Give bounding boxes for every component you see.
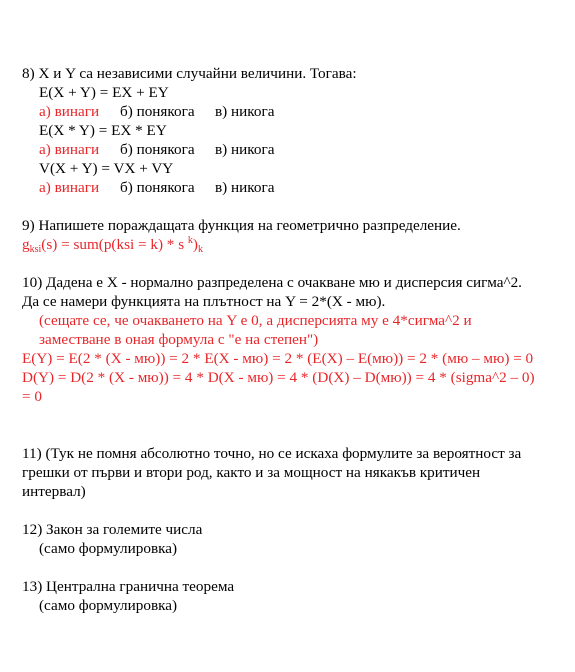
q9-g-sub: ksi (29, 244, 42, 255)
q10-hint-1: (сещате се, че очакването на Y е 0, а дисперсията му е 4*сигма^2 и (39, 312, 472, 329)
q8-options-2 (39, 140, 274, 159)
q10-line-2: Да се намери функцията на плътност на Y = 2*(X - мю). (22, 293, 386, 310)
q13-note: (само формулировка) (39, 597, 178, 614)
q8-formula-3: V(X + Y) = VX + VY (39, 160, 174, 177)
q11-line-3: интервал) (22, 483, 86, 500)
q8-2-option-c: в) никога (215, 141, 275, 158)
q12-note: (само формулировка) (39, 540, 178, 557)
q9-answer (22, 235, 203, 254)
q9-sup: k (187, 235, 193, 246)
q9-body: (s) = sum(p(ksi = k) * s (41, 236, 188, 253)
q8-formula-1: E(X + Y) = EX + EY (39, 84, 169, 101)
q8-3-option-c: в) никога (215, 179, 275, 196)
q8-2-option-a: а) винаги (39, 141, 100, 158)
q11-line-1: 11) (Тук не помня абсолютно точно, но се искаха формулите за вероятност за (22, 445, 522, 462)
q8-3-option-a: а) винаги (39, 179, 100, 196)
q8-1-option-c: в) никога (215, 103, 275, 120)
q10-answer-1: E(Y) = E(2 * (X - мю)) = 2 * E(X - мю) = 2 * (E(X) – E(мю)) = 2 * (мю – мю) = 0 (22, 350, 534, 367)
q11-line-2: грешки от първи и втори род, както и за мощност на някакъв критичен (22, 464, 481, 481)
q9-title: 9) Напишете пораждащата функция на геометрично разпределение. (22, 217, 461, 234)
q8-options-3 (39, 178, 274, 197)
q8-options-1 (39, 102, 274, 121)
q8-1-option-b: б) понякога (120, 103, 195, 120)
q10-answer-2: D(Y) = D(2 * (X - мю)) = 4 * D(X - мю) = 4 * (D(X) – D(мю)) = 4 * (sigma^2 – 0) (22, 369, 535, 386)
q8-1-option-a: а) винаги (39, 103, 100, 120)
q10-line-1: 10) Дадена е X - нормално разпределена с очакване мю и дисперсия сигма^2. (22, 274, 522, 291)
q13-title: 13) Централна гранична теорема (22, 578, 235, 595)
q8-2-option-b: б) понякога (120, 141, 195, 158)
q8-3-option-b: б) понякога (120, 179, 195, 196)
q10-hint-2: заместване в оная формула с "е на степен") (39, 331, 319, 348)
q9-g: g (22, 236, 30, 253)
q9-end-sub: k (197, 244, 203, 255)
q12-title: 12) Закон за големите числа (22, 521, 203, 538)
q9-close: ) (192, 236, 198, 253)
q10-answer-3: = 0 (22, 388, 42, 405)
q8-title: 8) X и Y са независими случайни величини. Тогава: (22, 65, 357, 82)
q8-formula-2: E(X * Y) = EX * EY (39, 122, 167, 139)
